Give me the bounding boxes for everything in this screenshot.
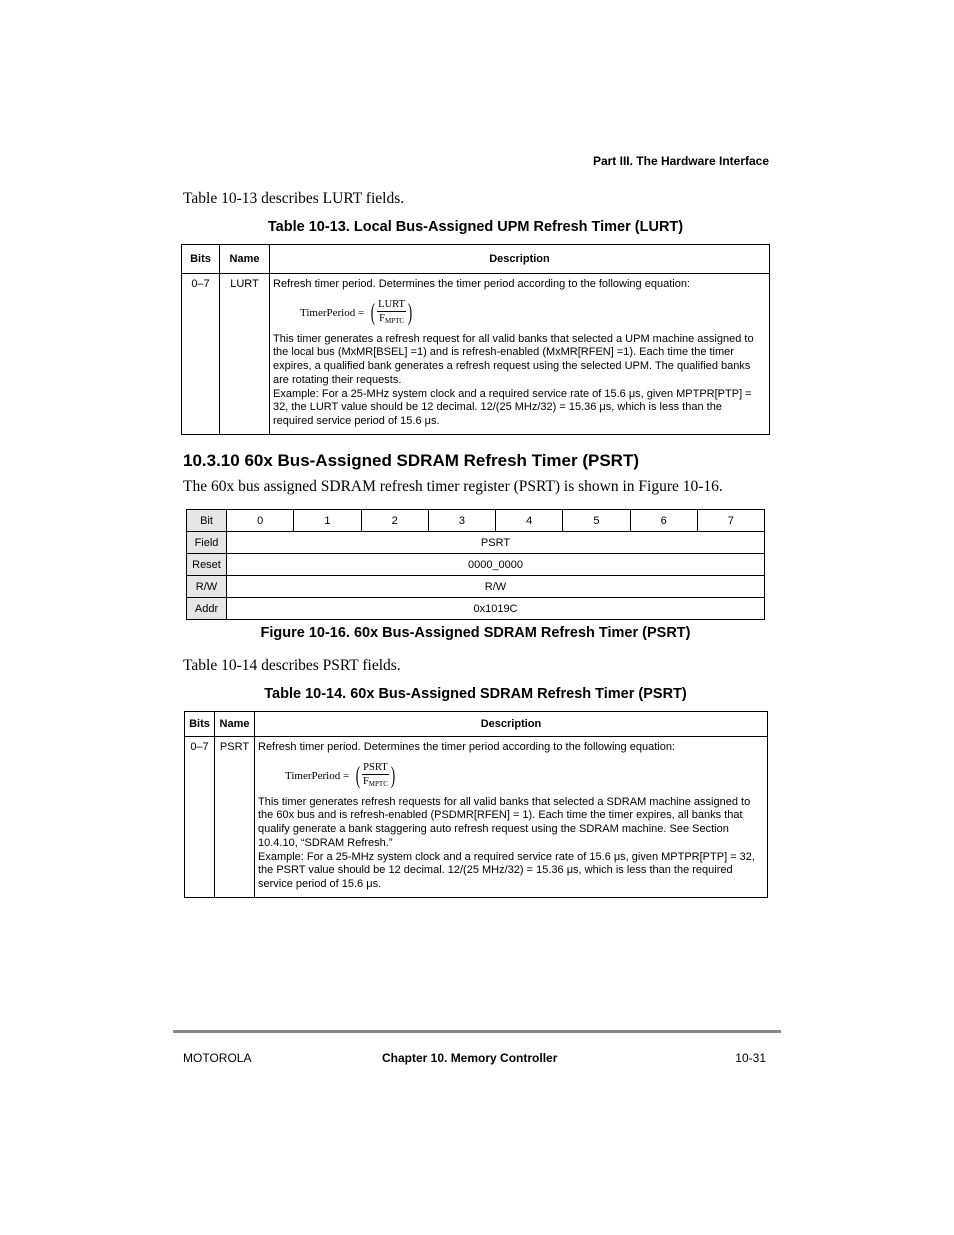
bit-number: 5	[563, 510, 630, 532]
row-label-addr: Addr	[187, 598, 227, 620]
equation-numerator: LURT	[378, 298, 405, 310]
equation-numerator: PSRT	[363, 761, 388, 773]
bits-cell: 0–7	[185, 737, 215, 898]
equation-denominator-subscript: MPTC	[384, 316, 405, 325]
column-header-name: Name	[215, 712, 255, 737]
description-body: This timer generates a refresh request for all valid banks that selected a UPM machine assigned to the local bus (MxMR[BSEL] =1) and is refresh-enabled (MxMR[RFEN] =1). Each time the timer expires, a qualified bank generates a refresh request using the selected UPM. The qualified banks are rotating their requests.	[273, 332, 754, 386]
bit-number: 7	[697, 510, 764, 532]
section-body-text: The 60x bus assigned SDRAM refresh timer register (PSRT) is shown in Figure 10-16.	[183, 478, 723, 495]
table-13	[181, 244, 770, 435]
addr-value: 0x1019C	[227, 598, 765, 620]
column-header-description: Description	[255, 712, 768, 737]
description-cell	[255, 737, 768, 898]
name-cell: PSRT	[215, 737, 255, 898]
figure-caption: Figure 10-16. 60x Bus-Assigned SDRAM Refresh Timer (PSRT)	[260, 625, 691, 641]
field-value: PSRT	[227, 532, 765, 554]
bit-number: 6	[630, 510, 697, 532]
equation-fraction	[362, 762, 388, 790]
bit-number: 0	[227, 510, 294, 532]
description-intro: Refresh timer period. Determines the timer period according to the following equation:	[273, 278, 690, 290]
equation-lhs: TimerPeriod =	[300, 306, 365, 319]
table-14	[184, 711, 768, 898]
table-13-title: Table 10-13. Local Bus-Assigned UPM Refresh Timer (LURT)	[267, 219, 684, 235]
bit-number: 4	[496, 510, 563, 532]
footer-page-number: 10-31	[735, 1051, 766, 1065]
reset-value: 0000_0000	[227, 554, 765, 576]
table-row	[182, 274, 770, 435]
psrt-register-diagram	[186, 509, 765, 620]
table-14-title: Table 10-14. 60x Bus-Assigned SDRAM Refresh Timer (PSRT)	[264, 686, 687, 702]
footer-rule	[173, 1030, 781, 1033]
bit-number: 1	[294, 510, 361, 532]
row-label-bit: Bit	[187, 510, 227, 532]
column-header-description: Description	[270, 245, 770, 274]
intro-psrt-text: Table 10-14 describes PSRT fields.	[183, 657, 401, 674]
column-header-name: Name	[220, 245, 270, 274]
equation-lhs: TimerPeriod =	[285, 769, 350, 782]
bit-number: 3	[428, 510, 495, 532]
bits-cell: 0–7	[182, 274, 220, 435]
row-label-reset: Reset	[187, 554, 227, 576]
equation-denominator: F	[362, 775, 369, 787]
section-heading: 10.3.10 60x Bus-Assigned SDRAM Refresh Timer (PSRT)	[183, 451, 639, 470]
rw-value: R/W	[227, 576, 765, 598]
description-cell	[270, 274, 770, 435]
description-example: Example: For a 25-MHz system clock and a required service rate of 15.6 μs, given MPTPR[PTP] = 32, the PSRT value should be 12 decimal. 12/(25 MHz/32) = 15.36 μs, which is less than the required service period of 15.6 μs.	[258, 850, 755, 890]
timer-period-equation: TimerPeriod = ( $\frac{\text{LURT}}{F_{MPTC}}$ )	[300, 298, 413, 326]
name-cell: LURT	[220, 274, 270, 435]
row-label-rw: R/W	[187, 576, 227, 598]
bit-number: 2	[361, 510, 428, 532]
footer-chapter: Chapter 10. Memory Controller	[382, 1051, 558, 1065]
equation-denominator-subscript: MPTC	[368, 779, 388, 788]
row-label-field: Field	[187, 532, 227, 554]
intro-lurt-text: Table 10-13 describes LURT fields.	[183, 190, 405, 207]
timer-period-equation: TimerPeriod = ( $\frac{\text{PSRT}}{F_{MPTC}}$ )	[285, 761, 395, 789]
running-header: Part III. The Hardware Interface	[592, 154, 769, 168]
description-example: Example: For a 25-MHz system clock and a required service rate of 15.6 μs, given MPTPR[PTP] = 32, the LURT value should be 12 decimal. 12/(25 MHz/32) = 15.36 μs, which is less than the required service period of 15.6 μs.	[273, 387, 752, 427]
footer-publisher: MOTOROLA	[183, 1051, 252, 1065]
table-row	[185, 737, 768, 898]
column-header-bits: Bits	[182, 245, 220, 274]
description-intro: Refresh timer period. Determines the timer period according to the following equation:	[258, 741, 675, 753]
column-header-bits: Bits	[185, 712, 215, 737]
description-body: This timer generates refresh requests for all valid banks that selected a SDRAM machine assigned to the 60x bus and is refresh-enabled (PSDMR[RFEN] = 1). Each time the timer expires, all banks that qualify generate a bank staggering auto refresh request using the SDRAM machine. See Section 10.4.10, “SDRAM Refresh.”	[258, 795, 751, 849]
equation-fraction	[377, 299, 406, 327]
equation-denominator: F	[379, 312, 385, 324]
